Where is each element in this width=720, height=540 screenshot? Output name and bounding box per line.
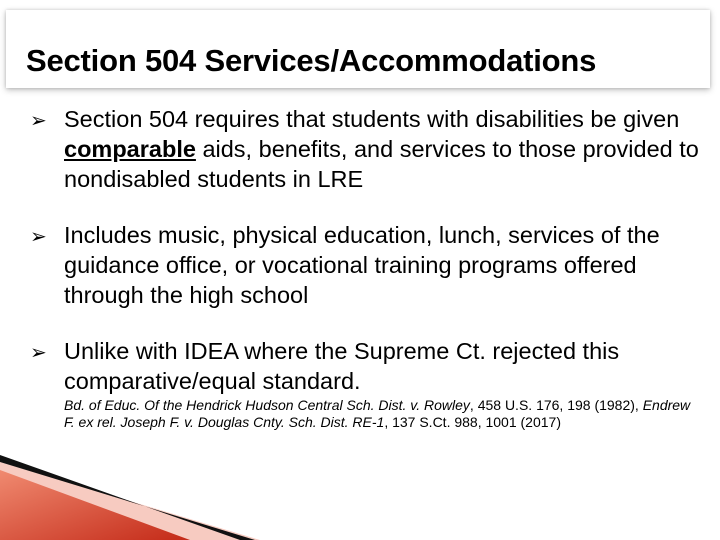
page-title: Section 504 Services/Accommodations	[26, 43, 597, 78]
bullet-text-pre: Section 504 requires that students with disabilities be given	[64, 106, 680, 132]
case2-name: Endrew F. ex rel. Joseph F. v. Douglas Cnty. Sch. Dist. RE-1	[64, 397, 691, 430]
arrow-bullet-icon: ➢	[30, 226, 47, 248]
bullet-text-post: aids, benefits, and services to those provided to nondisabled students in LRE	[64, 136, 699, 192]
case1-cite: , 458 U.S. 176, 198 (1982),	[469, 397, 643, 413]
case1-name: Bd. of Educ. Of the Hendrick Hudson Central Sch. Dist. v. Rowley	[64, 397, 470, 413]
red-wedge	[0, 470, 190, 540]
bullet-text: Unlike with IDEA where the Supreme Ct. rejected this comparative/equal standard.	[64, 338, 620, 394]
keyword-comparable: comparable	[64, 136, 196, 162]
arrow-bullet-icon: ➢	[30, 342, 47, 364]
case2-cite: , 137 S.Ct. 988, 1001 (2017)	[384, 414, 561, 430]
bullet-text: Includes music, physical education, lunch, services of the guidance office, or vocational training programs offered through the high school	[64, 222, 660, 308]
arrow-bullet-icon: ➢	[30, 110, 47, 132]
